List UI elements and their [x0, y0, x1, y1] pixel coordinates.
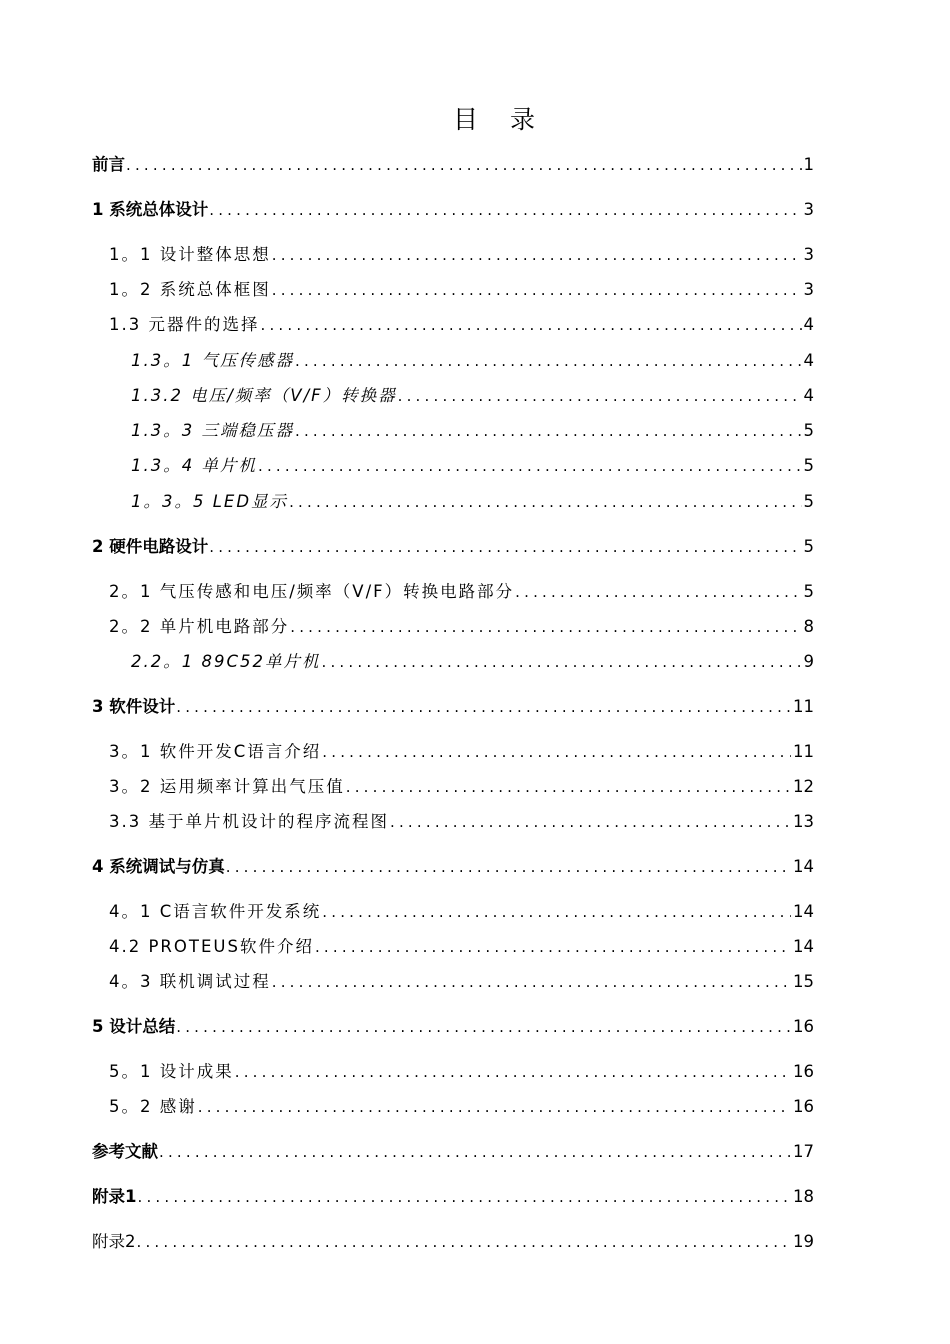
toc-entry-label: 2。1 气压传感和电压/频率（V/F）转换电路部分 — [109, 582, 515, 601]
dot-leader — [289, 490, 801, 514]
dot-leader — [295, 349, 802, 373]
dot-leader — [398, 384, 802, 408]
toc-entry-page: 14 — [793, 857, 814, 876]
dot-leader — [176, 695, 791, 719]
toc-entry-page: 11 — [793, 742, 814, 761]
toc-entry-page: 5 — [803, 582, 814, 601]
toc-entry-page: 4 — [803, 386, 814, 405]
toc-entry-label: 附录1 — [92, 1187, 137, 1206]
dot-leader — [198, 1095, 791, 1119]
dot-leader — [272, 278, 802, 302]
toc-entry-label: 1.3。3 三端稳压器 — [131, 421, 294, 440]
dot-leader — [272, 970, 791, 994]
toc-entry-references[interactable] — [92, 1140, 814, 1164]
toc-entry-2-1[interactable] — [109, 580, 814, 604]
toc-entry-1-3-4[interactable] — [131, 454, 814, 478]
toc-entry-page: 3 — [803, 280, 814, 299]
toc-entry-page: 5 — [803, 537, 814, 556]
toc-entry-4-1[interactable] — [109, 900, 814, 924]
toc-entry-label: 1.3.2 电压/频率（V/F）转换器 — [131, 386, 397, 405]
toc-entry-1-3-3[interactable] — [131, 419, 814, 443]
toc-entry-page: 5 — [803, 456, 814, 475]
toc-entry-page: 16 — [793, 1062, 814, 1081]
dot-leader — [126, 153, 802, 177]
toc-entry-page: 8 — [803, 617, 814, 636]
toc-entry-chapter-1[interactable] — [92, 198, 814, 222]
toc-entry-label: 1。1 设计整体思想 — [109, 245, 271, 264]
toc-entry-page: 9 — [803, 652, 814, 671]
toc-entry-preface[interactable] — [92, 153, 814, 177]
toc-entry-page: 13 — [793, 812, 814, 831]
toc-entry-label: 2 硬件电路设计 — [92, 537, 209, 556]
dot-leader — [209, 198, 801, 222]
toc-entry-label: 4 系统调试与仿真 — [92, 857, 225, 876]
toc-entry-3-2[interactable] — [109, 775, 814, 799]
toc-entry-page: 4 — [803, 315, 814, 334]
toc-entry-page: 14 — [793, 937, 814, 956]
dot-leader — [322, 650, 802, 674]
toc-entry-label: 4。3 联机调试过程 — [109, 972, 271, 991]
toc-entry-label: 5。2 感谢 — [109, 1097, 197, 1116]
toc-entry-2-2[interactable] — [109, 615, 814, 639]
toc-entry-page: 4 — [803, 351, 814, 370]
dot-leader — [209, 535, 801, 559]
toc-entry-1-3-2[interactable] — [131, 384, 814, 408]
toc-entry-page: 12 — [793, 777, 814, 796]
toc-entry-2-2-1[interactable] — [131, 650, 814, 674]
toc-entry-page: 15 — [793, 972, 814, 991]
dot-leader — [235, 1060, 791, 1084]
toc-entry-label: 3。1 软件开发C语言介绍 — [109, 742, 322, 761]
dot-leader — [258, 454, 802, 478]
toc-entry-label: 1。3。5 LED显示 — [131, 492, 289, 511]
dot-leader — [159, 1140, 791, 1164]
dot-leader — [272, 243, 802, 267]
toc-entry-page: 1 — [803, 155, 814, 174]
toc-entry-1-3[interactable] — [109, 313, 814, 337]
toc-entry-page: 16 — [793, 1097, 814, 1116]
toc-entry-label: 3.3 基于单片机设计的程序流程图 — [109, 812, 389, 831]
toc-entry-5-1[interactable] — [109, 1060, 814, 1084]
toc-entry-page: 16 — [793, 1017, 814, 1036]
dot-leader — [176, 1015, 791, 1039]
toc-entry-label: 5 设计总结 — [92, 1017, 176, 1036]
toc-entry-1-2[interactable] — [109, 278, 814, 302]
toc-entry-label: 1.3。4 单片机 — [131, 456, 257, 475]
toc-entry-label: 1 系统总体设计 — [92, 200, 209, 219]
toc-entry-label: 1。2 系统总体框图 — [109, 280, 271, 299]
toc-entry-page: 19 — [793, 1232, 814, 1251]
toc-entry-label: 4.2 PROTEUS软件介绍 — [109, 937, 314, 956]
dot-leader — [261, 313, 802, 337]
dot-leader — [346, 775, 791, 799]
toc-entry-chapter-5[interactable] — [92, 1015, 814, 1039]
dot-leader — [137, 1185, 791, 1209]
toc-entry-page: 3 — [803, 245, 814, 264]
dot-leader — [226, 855, 791, 879]
dot-leader — [390, 810, 791, 834]
toc-entry-appendix-2[interactable] — [92, 1230, 814, 1254]
toc-entry-4-3[interactable] — [109, 970, 814, 994]
dot-leader — [322, 740, 791, 764]
toc-entry-label: 参考文献 — [92, 1142, 158, 1161]
toc-entry-label: 前言 — [92, 155, 125, 174]
toc-entry-label: 4。1 C语言软件开发系统 — [109, 902, 322, 921]
toc-entry-page: 17 — [793, 1142, 814, 1161]
toc-entry-appendix-1[interactable] — [92, 1185, 814, 1209]
dot-leader — [290, 615, 801, 639]
toc-entry-3-1[interactable] — [109, 740, 814, 764]
toc-entry-label: 附录2 — [92, 1232, 136, 1251]
toc-entry-page: 14 — [793, 902, 814, 921]
toc-entry-1-3-1[interactable] — [131, 349, 814, 373]
toc-entry-page: 18 — [793, 1187, 814, 1206]
toc-entry-4-2[interactable] — [109, 935, 814, 959]
toc-entry-chapter-4[interactable] — [92, 855, 814, 879]
toc-entry-page: 5 — [803, 492, 814, 511]
dot-leader — [295, 419, 802, 443]
toc-entry-1-3-5[interactable] — [131, 490, 814, 514]
toc-entry-page: 11 — [793, 697, 814, 716]
toc-entry-page: 3 — [803, 200, 814, 219]
dot-leader — [137, 1230, 792, 1254]
toc-entry-5-2[interactable] — [109, 1095, 814, 1119]
toc-entry-label: 3 软件设计 — [92, 697, 176, 716]
toc-entry-3-3[interactable] — [109, 810, 814, 834]
dot-leader — [315, 935, 791, 959]
toc-entry-label: 1.3。1 气压传感器 — [131, 351, 294, 370]
toc-entry-chapter-3[interactable] — [92, 695, 814, 719]
toc-entry-label: 2.2。1 89C52单片机 — [131, 652, 321, 671]
dot-leader — [322, 900, 791, 924]
toc-entry-chapter-2[interactable] — [92, 535, 814, 559]
toc-entry-1-1[interactable] — [109, 243, 814, 267]
toc-entry-label: 3。2 运用频率计算出气压值 — [109, 777, 345, 796]
toc-entry-label: 1.3 元器件的选择 — [109, 315, 260, 334]
toc-entry-page: 5 — [803, 421, 814, 440]
toc-title: 目 录 — [453, 105, 547, 134]
toc-entry-label: 2。2 单片机电路部分 — [109, 617, 290, 636]
dot-leader — [515, 580, 801, 604]
toc-entry-label: 5。1 设计成果 — [109, 1062, 234, 1081]
